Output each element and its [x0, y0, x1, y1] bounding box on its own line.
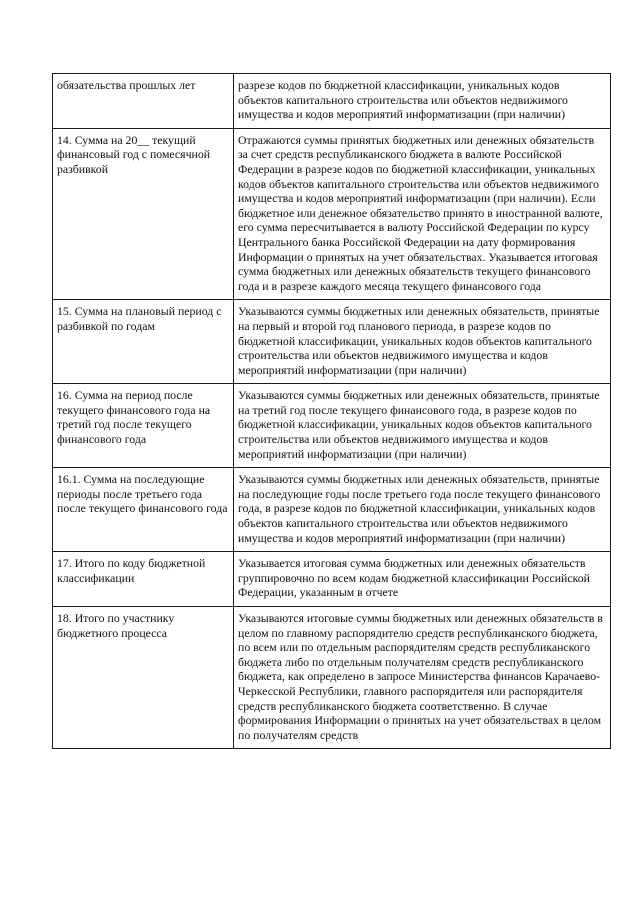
- row-description: Указываются суммы бюджетных или денежных обязательств, принятые на третий год после текущего финансового года, в разрезе кодов по бюджетной классификации, уникальных кодов объектов капитального строительства или объектов недвижимого имущества и кодов мероприятий информатизации (при наличии): [234, 384, 611, 468]
- row-label: 14. Сумма на 20__ текущий финансовый год с помесячной разбивкой: [53, 128, 234, 300]
- row-label: 16. Сумма на период после текущего финансового года на третий год после текущего финансового года: [53, 384, 234, 468]
- table-row: [53, 607, 611, 749]
- row-description: Отражаются суммы принятых бюджетных или денежных обязательств за счет средств республиканского бюджета в валюте Российской Федерации в разрезе кодов по бюджетной классификации, уникальных кодов объектов капитального строительства или объектов недвижимого имущества и кодов мероприятий информатизации (при наличии). Если бюджетное или денежное обязательство принято в иностранной валюте, его сумма пересчитывается в валюту Российской Федерации по курсу Центрального банка Российской Федерации на дату формирования Информации о принятых на учет обязательствах. Указывается итоговая сумма бюджетных или денежных обязательств текущего финансового года и в разрезе каждого месяца текущего финансового года: [234, 128, 611, 300]
- row-label: обязательства прошлых лет: [53, 74, 234, 129]
- table-row: [53, 552, 611, 607]
- row-label: 17. Итого по коду бюджетной классификации: [53, 552, 234, 607]
- obligations-table: [52, 73, 611, 749]
- row-description: разрезе кодов по бюджетной классификации, уникальных кодов объектов капитального строительства или объектов недвижимого имущества и кодов мероприятий информатизации (при наличии): [234, 74, 611, 129]
- row-label: 16.1. Сумма на последующие периоды после третьего года после текущего финансового года: [53, 468, 234, 552]
- table-row: [53, 468, 611, 552]
- row-label: 18. Итого по участнику бюджетного процесса: [53, 607, 234, 749]
- row-description: Указываются итоговые суммы бюджетных или денежных обязательств в целом по главному распорядителю средств республиканского бюджета, по всем или по отдельным распорядителям средств республиканского бюджета либо по отдельным получателям средств республиканского бюджета, как определено в запросе Министерства финансов Карачаево-Черкесской Республики, главного распорядителя или распорядителя средств республиканского бюджета соответственно. В случае формирования Информации о принятых на учет обязательствах в целом по получателям средств: [234, 607, 611, 749]
- table-row: [53, 300, 611, 384]
- row-description: Указываются суммы бюджетных или денежных обязательств, принятые на последующие годы после третьего года после текущего финансового года, в разрезе кодов по бюджетной классификации, уникальных кодов объектов капитального строительства или объектов недвижимого имущества и кодов мероприятий информатизации (при наличии): [234, 468, 611, 552]
- table-row: [53, 128, 611, 300]
- row-description: Указываются суммы бюджетных или денежных обязательств, принятые на первый и второй год планового периода, в разрезе кодов по бюджетной классификации, уникальных кодов объектов капитального строительства или объектов недвижимого имущества и кодов мероприятий информатизации (при наличии): [234, 300, 611, 384]
- table-row: [53, 384, 611, 468]
- row-description: Указывается итоговая сумма бюджетных или денежных обязательств группировочно по всем кодам бюджетной классификации Российской Федерации, указанным в отчете: [234, 552, 611, 607]
- table-row: [53, 74, 611, 129]
- row-label: 15. Сумма на плановый период с разбивкой по годам: [53, 300, 234, 384]
